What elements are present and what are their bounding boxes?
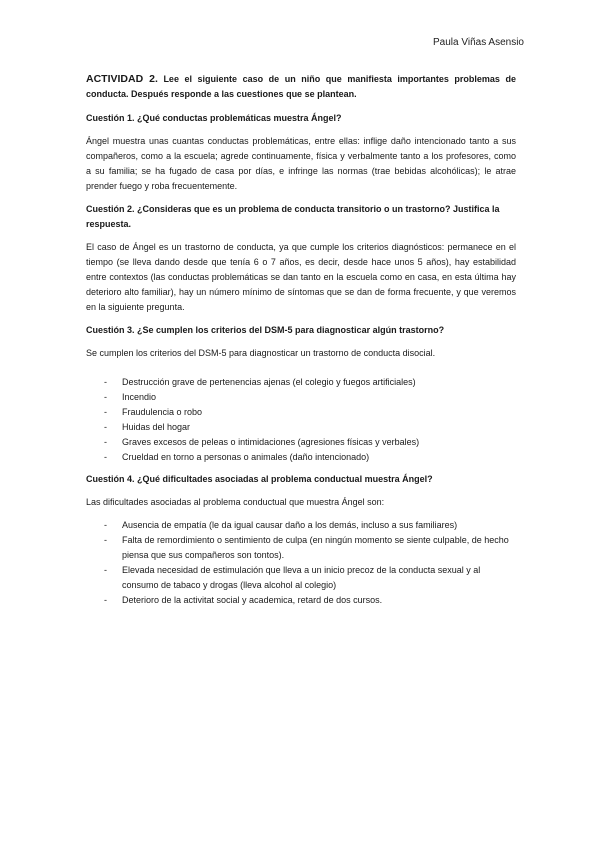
question-2: Cuestión 2. ¿Consideras que es un problema de conducta transitorio o un trastorno? Justifica la respuesta.: [86, 204, 500, 229]
list-item: - Graves excesos de peleas o intimidaciones (agresiones físicas y verbales): [86, 435, 516, 450]
author-name: Paula Viñas Asensio: [433, 37, 524, 48]
list-item: - Deterioro de la activitat social y academica, retard de dos cursos.: [86, 593, 516, 608]
difficulties-list: [86, 518, 516, 608]
answer-4: Las dificultades asociadas al problema conductual que muestra Ángel son:: [86, 497, 385, 507]
answer-2: El caso de Ángel es un trastorno de conducta, ya que cumple los criterios diagnósticos: permanece en el tiempo (se lleva dando desde que tenía 6 o 7 años, es decir, desde hace unos 5 años), hay estabilidad entre contextos (las conductas problemáticas se dan tanto en la escuela como en casa, en esta última hay deterioro alto familiar), hay un número mínimo de síntomas que se dan de forma frecuente, y que veremos en la siguiente pregunta.: [86, 242, 516, 312]
activity-heading: [86, 72, 516, 102]
question-4: Cuestión 4. ¿Qué dificultades asociadas al problema conductual muestra Ángel?: [86, 474, 433, 484]
list-item: - Fraudulencia o robo: [86, 405, 516, 420]
question-1: Cuestión 1. ¿Qué conductas problemáticas muestra Ángel?: [86, 113, 342, 123]
activity-label: ACTIVIDAD 2.: [86, 73, 158, 85]
question-3: Cuestión 3. ¿Se cumplen los criterios del DSM-5 para diagnosticar algún trastorno?: [86, 325, 445, 335]
list-item: - Huidas del hogar: [86, 420, 516, 435]
activity-instructions: Lee el siguiente caso de un niño que manifiesta importantes problemas de conducta. Después responde a las cuestiones que se plantean.: [86, 74, 516, 99]
list-item: - Destrucción grave de pertenencias ajenas (el colegio y fuegos artificiales): [86, 375, 516, 390]
document-body: [86, 72, 516, 615]
answer-3: Se cumplen los criterios del DSM-5 para diagnosticar un trastorno de conducta disocial.: [86, 348, 436, 358]
list-item: - Ausencia de empatía (le da igual causar daño a los demás, incluso a sus familiares): [86, 518, 516, 533]
list-item: - Incendio: [86, 390, 516, 405]
list-item: - Crueldad en torno a personas o animales (daño intencionado): [86, 450, 516, 465]
list-item: - Elevada necesidad de estimulación que lleva a un inicio precoz de la conducta sexual y al consumo de tabaco y drogas (lleva alcohol al colegio): [86, 563, 516, 593]
list-item: - Falta de remordimiento o sentimiento de culpa (en ningún momento se siente culpable, de hecho piensa que sus compañeros son tontos).: [86, 533, 516, 563]
answer-1: Ángel muestra unas cuantas conductas problemáticas, entre ellas: inflige daño intencionado tanto a sus compañeros, como a la escuela; agrede continuamente, física y verbalmente tanto a los profesores, como a su familia; se ha fugado de casa por días, e infringe las normas (trae bebidas alcohólicas); le atrae prender fuego y roba frecuentemente.: [86, 136, 516, 191]
dsm5-criteria-list: [86, 375, 516, 465]
